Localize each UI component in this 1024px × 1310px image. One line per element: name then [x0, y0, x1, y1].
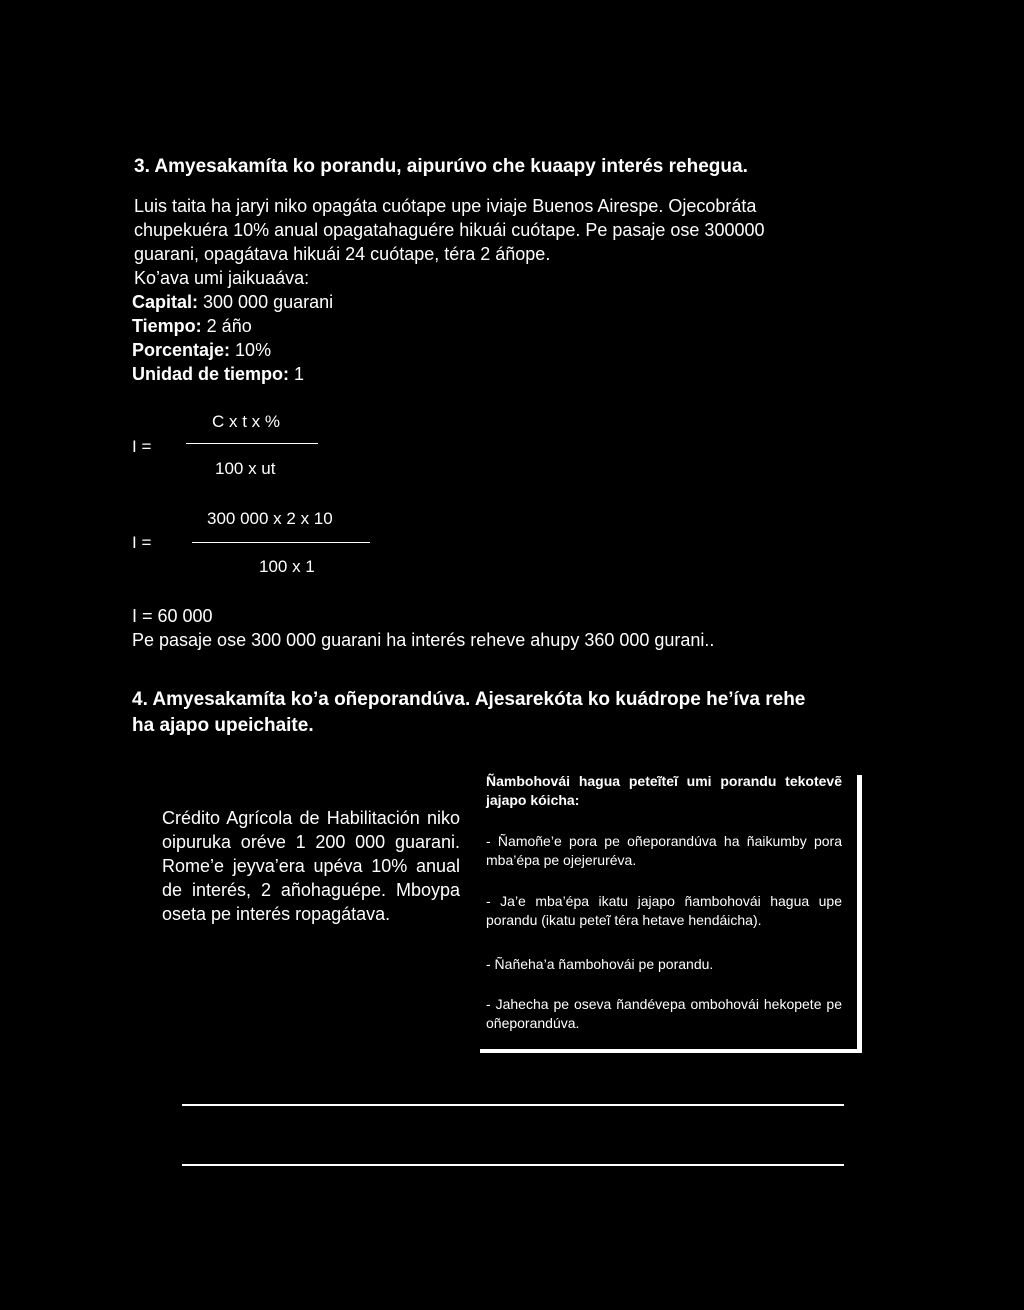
statement-line: Ko’ava umi jaikuaáva:	[134, 268, 310, 288]
formula-lhs: I =	[132, 437, 152, 456]
fraction-bar	[192, 542, 370, 543]
statement-line: Luis taita ha jaryi niko opagáta cuótape upe iviaje Buenos Airespe. Ojecobráta	[134, 196, 757, 216]
formula-denominator: 100 x ut	[215, 459, 276, 478]
givens-list	[132, 290, 333, 386]
problem-text: Crédito Agrícola de Habilitación niko oipuruka oréve 1 200 000 guarani. Rome’e jeyva’era upéva 10% anual de interés, 2 añohaguépe. Mboypa oseta pe interés ropagátava.	[162, 808, 460, 924]
given-porcentaje: Porcentaje: 10%	[132, 340, 272, 360]
tip-item: - Jahecha pe oseva ñandévepa ombohovái hekopete pe oñeporandúva.	[486, 996, 842, 1031]
tip-item: - Ñamoñe’e pora pe oñeporandúva ha ñaikumby pora mba’épa pe ojejeruréva.	[486, 833, 842, 868]
question-3-heading: 3. Amyesakamíta ko porandu, aipurúvo che kuaapy interés rehegua.	[134, 156, 748, 177]
answer-line[interactable]	[182, 1164, 844, 1166]
statement-line: guarani, opagátava hikuái 24 cuótape, téra 2 áñope.	[134, 244, 551, 264]
tips-title: Ñambohovái hagua peteĩteĩ umi porandu tekotevẽ jajapo kóicha:	[486, 773, 842, 808]
tips-box-right-border	[857, 775, 862, 1053]
heading-line: 4. Amyesakamíta ko’a oñeporandúva. Ajesarekóta ko kuádrope he’íva rehe	[132, 689, 806, 710]
fraction-bar	[186, 443, 318, 444]
given-unidad: Unidad de tiempo: 1	[132, 364, 305, 384]
tip-item: - Ja’e mba’épa ikatu jajapo ñambohovái hagua upe porandu (ikatu peteĩ téra hetave hendáicha).	[486, 893, 842, 928]
question-3-statement	[134, 194, 874, 290]
substitution-denominator: 100 x 1	[259, 557, 315, 576]
heading-line: ha ajapo upeichaite.	[132, 715, 314, 736]
statement-line: chupekuéra 10% anual opagatahaguére hikuái cuótape. Pe pasaje ose 300000	[134, 220, 765, 240]
given-tiempo: Tiempo: 2 áño	[132, 316, 252, 336]
substitution-numerator: 300 000 x 2 x 10	[207, 509, 333, 528]
result: I = 60 000	[132, 606, 213, 626]
given-capital: Capital: 300 000 guarani	[132, 292, 334, 312]
tip-item: - Ñañeha’a ñambohovái pe porandu.	[486, 956, 714, 972]
question-4-heading	[132, 687, 805, 739]
substitution-lhs: I =	[132, 533, 152, 552]
formula-numerator: C x t x %	[212, 412, 281, 431]
conclusion: Pe pasaje ose 300 000 guarani ha interés reheve ahupy 360 000 gurani..	[132, 630, 715, 650]
tips-box-bottom-border	[480, 1049, 862, 1053]
answer-line[interactable]	[182, 1104, 844, 1106]
